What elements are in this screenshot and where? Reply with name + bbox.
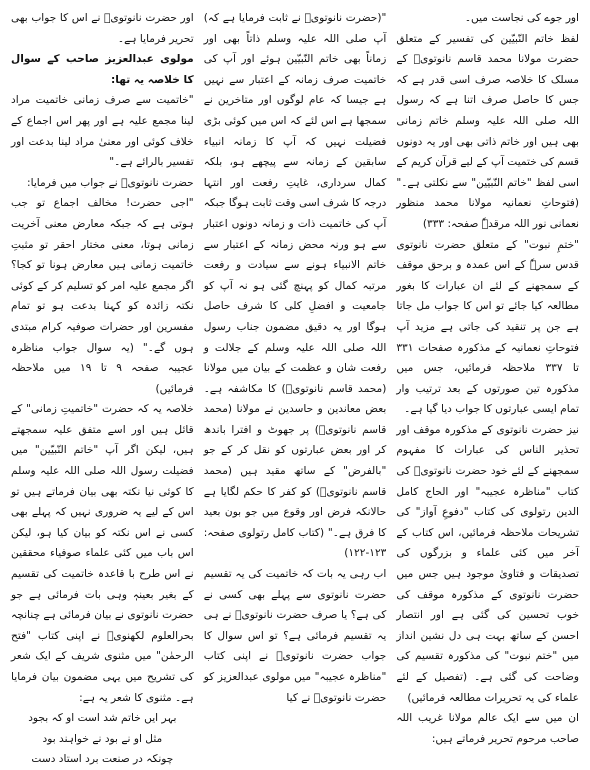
paragraph: "ختمِ نبوت" کے متعلق حضرت نانوتوی قدس سرہٗ کے اس عمدہ و برحق موقف کے سمجھنے کے لئے ان عبارات کا بغور مطالعہ کیا جائے تو اس کا جواب مل جاتا ہے جن پر تنقید کی جاتی ہے مزید آپ فتوحاتِ نعمانیہ کے مذکورہ صفحات ۳۳۱ تا ۳۳۷ ملاحظہ فرمائیں، جس میں مذکورہ تین صورتوں کے بعد ترتیب وار تمام ایسی عبارتوں کا جواب دیا گیا ہے۔ (396, 238, 579, 416)
quote-paragraph: "خاتمیت سے صرف زمانی خاتمیت مراد لینا مجمع علیہ ہے اور پھر اس اجماع کے خلاف کوئی اور معنیٰ مراد لینا بدعت اور تفسیر بالرائے ہے۔" (11, 94, 194, 169)
paragraph: حضرت نانوتویؒ نے جواب میں فرمایا: (27, 176, 194, 189)
quote-paragraph: "اجی حضرت! مخالف اجماع تو جب ہوتی ہے کہ جبکہ معارض معنی آخریت زمانی ہوتا، معنی مختار احقر تو مثبتِ خاتمیت زمانی ہیں معارض ہونا تو کجا؟ اگر مجمع علیہ امر کو تسلیم کر کے کوئی نکتہ زائدہ کو کہنا بدعت ہو تو تمام مفسرین اور حضرات صوفیہ کرام مبتدی ہوں گے۔" (یہ سوال جواب مناظرہ عجیبہ صفحہ ۹ تا ۱۹ میں ملاحظہ فرمائیں) (11, 197, 194, 395)
text-columns (6, 8, 584, 766)
paragraph: اب رہی یہ بات کہ خاتمیت کی یہ تقسیم حضرت نانوتوی سے پہلے بھی کسی نے کی ہے؟ یا صرف حضرت نانوتویؒ نے ہی یہ تقسیم فرمائی ہے؟ تو اس سوال کا جواب حضرت نانوتویؒ نے اپنی کتاب "مناظرہ عجیبہ" میں مولوی عبدالعزیز کو حضرت نانوتویؒ نے کیا (203, 568, 387, 704)
column-middle (199, 8, 392, 753)
paragraph: لفظ خاتم النّبیّین کی تفسیر کے متعلق حضرت مولانا محمد قاسم نانوتویؒ کے مسلک کا خلاصہ صرف اسی قدر ہے کہ جس کا حاصل صرف اتنا ہے کہ رسول اللہ صلی اللہ علیہ وسلم خاتم زمانی بھی ہیں اور خاتم ذاتی بھی اور یہ دونوں قسم کی ختمیت آپ کے لیے قرآن کریم کے اسی لفظ "خاتم النّبیّین" سے نکلتی ہے۔" (فتوحاتِ نعمانیہ مولانا محمد منظور نعمانی نور اللہ مرقدہٗ صفحہ: ۳۳۳) (396, 32, 579, 230)
verse-line: مثل او نے بود نے خواہند بود (42, 732, 163, 745)
paragraph: ان میں سے ایک عالم مولانا غریب اللہ صاحب مرحوم تحریر فرماتے ہیں: (396, 712, 579, 745)
paragraph: اور حضرت نانوتویؒ نے اس کا جواب بھی تحریر فرمایا ہے۔ (11, 12, 194, 45)
quote-paragraph: "(حضرت نانوتویؒ نے ثابت فرمایا ہے کہ) آپ صلی اللہ علیہ وسلم ذاتاً بھی اور زماناً بھی خاتم النّبیّین ہوئے اور آپ کی خاتمیت صرف زمانہ کے اعتبار سے نہیں ہے جیسا کہ عام لوگوں اور متاخرین نے سمجھا ہے اس لئے کہ اس میں کوئی بڑی فضیلت نہیں کہ آپ کا زمانہ انبیاء سابقین کے زمانہ سے پیچھے ہو، بلکہ کمال سرداری، غایتِ رفعت اور انتہا درجہ کا شرف اسی وقت ثابت ہوگا جبکہ آپ کی خاتمیت ذات و زمانہ دونوں اعتبار سے ہو ورنہ محض زمانہ کے اعتبار سے خاتم الانبیاء ہونے سے سیادت و رفعت مرتبہ کمال کو پہنچ گئی ہو نہ آپ کو جامعیت و افضلِ کلی کا شرف حاصل ہوگا اور یہ دقیق مضمون جناب رسول اللہ صلی اللہ علیہ وسلم کے جلالت و رفعت شان و عظمت کے بیان میں مولانا (محمد قاسم نانوتویؒ) کا مکاشفہ ہے۔ بعض معاندین و حاسدین نے مولانا (محمد قاسم نانوتویؒ) پر جھوٹ و افترا باندھ کر اور بعض عبارتوں کو نقل کر کے جو "بالفرض" کے ساتھ مقید ہیں (محمد قاسم نانوتویؒ) کو کفر کا حکم لگایا ہے حالانکہ فرض اور وقوع میں جو بون بعید کا فرق ہے۔" (کتاب کامل رتولوی صفحہ: ۱۲۳-۱۲۲) (203, 12, 387, 560)
paragraph: خلاصہ یہ کہ حضرت "خاتمیتِ زمانی" کے قائل ہیں اور اسے متفق علیہ سمجھتے ہیں، لیکن اگر آپ "خاتم النّبیّین" میں فضیلت رسول اللہ صلی اللہ علیہ وسلم کا کوئی نیا نکتہ بھی بیان فرماتے ہیں تو اس کے لیے یہ ضروری نہیں کہ پہلے بھی کسی نے اس نکتہ کو بیان کیا ہو، لیکن اس باب میں کئی علماء صوفیاء محققین نے اس طرح با قاعدہ خاتمیت کی تقسیم کے بغیر بعینہٖ وہی بات فرمائی ہے جو حضرت نانوتوی نے بیان فرمائی ہے چنانچہ بحرالعلوم لکھنویؒ نے اپنی کتاب "فتح الرحمٰن" میں مثنوی شریف کے ایک شعر کی تشریح میں یہی مضمون بیان فرمایا ہے۔ مثنوی کا شعر یہ ہے: (11, 403, 194, 704)
verse-line: چونکہ در صنعت برد استاد دست (31, 753, 174, 766)
column-left (6, 8, 199, 766)
verse-line: بہر ایں خاتم شد است او کہ بجود (28, 712, 177, 725)
question-summary-heading: مولوی عبدالعزیز صاحب کے سوال کا خلاصہ یہ تھا: (11, 53, 194, 86)
paragraph: نیز حضرت نانوتوی کے مذکورہ موقف اور تحذیر الناس کی عبارات کا مفہوم سمجھنے کے لئے خود حضرت نانوتویؒ کی کتاب "مناظرہ عجیبہ" اور الحاج کامل الدین رتولوی کی کتاب "دفوعِ آواز" کی تشریحات ملاحظہ فرمائیں، اس کتاب کے آخر میں کئی علماء و بزرگوں کی تصدیقات و فتاویٰ موجود ہیں جس میں حضرت نانوتوی کے مذکورہ موقف کی خوب تحسین کی گئی ہے اور انتصار احسن کے ساتھ بہت ہی دل نشین انداز میں "ختم نبوت" کی مذکورہ تقسیم کی وضاحت کی گئی ہے۔ (تفصیل کے لئے علماء کی یہ تحریرات مطالعہ فرمائیں) (396, 423, 579, 704)
paragraph: اور جوے کی نجاست میں۔ (464, 12, 579, 24)
column-right (391, 8, 584, 753)
